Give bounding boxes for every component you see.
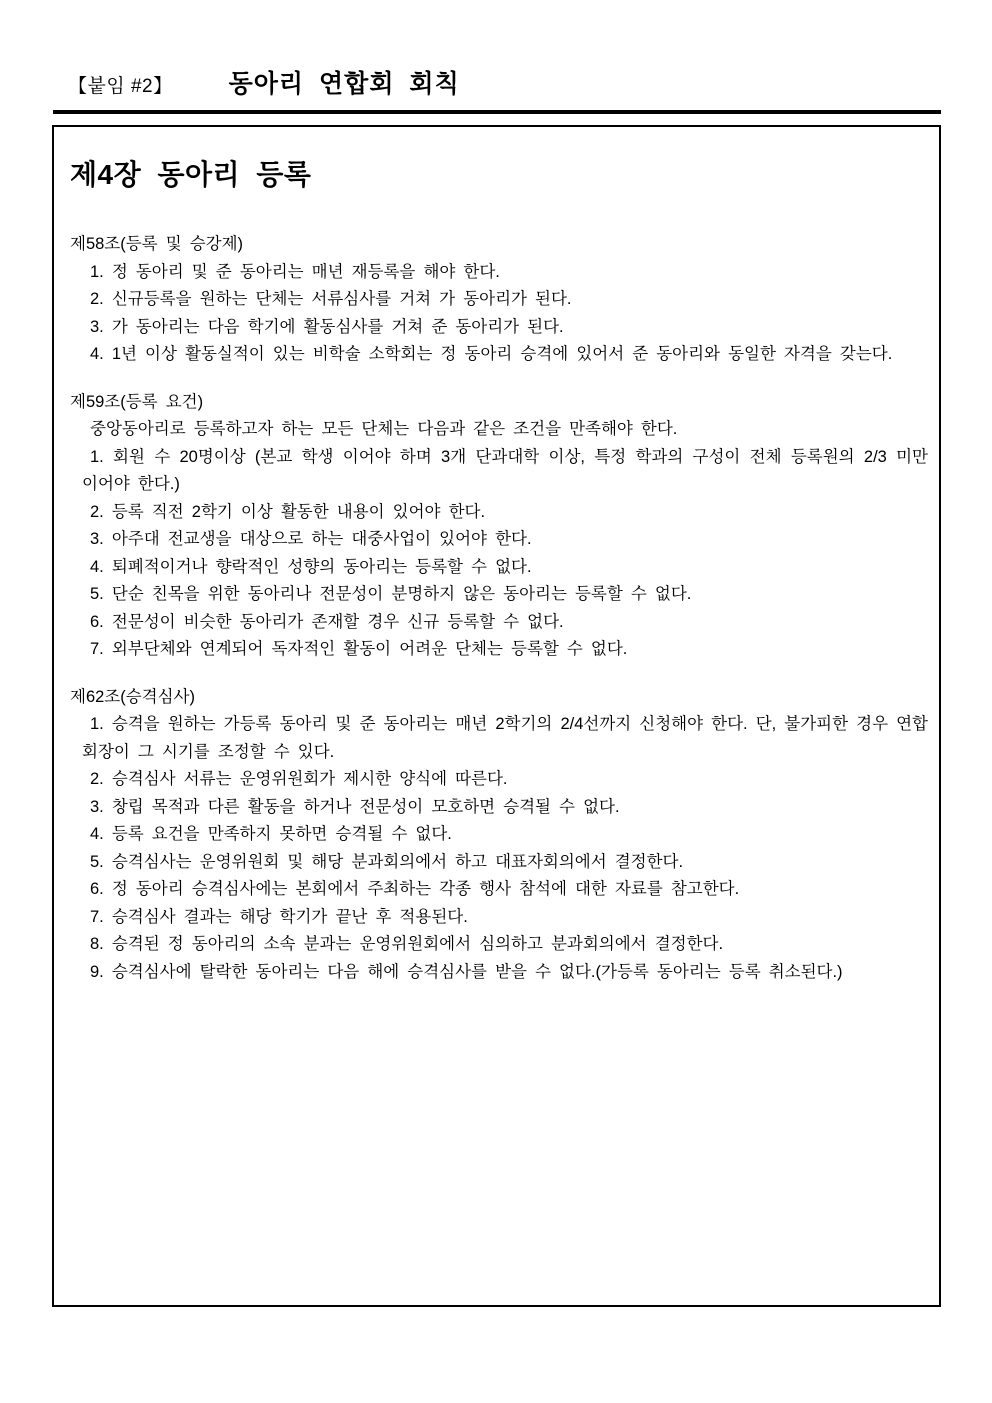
article-59-item-6: 6. 전문성이 비슷한 동아리가 존재할 경우 신규 등록할 수 없다.	[90, 612, 564, 631]
article-62-item-8: 8. 승격된 정 동아리의 소속 분과는 운영위원회에서 심의하고 분과회의에서 결정한다.	[90, 935, 724, 953]
article-58-item-2: 2. 신규등록을 원하는 단체는 서류심사를 거쳐 가 동아리가 된다.	[90, 290, 572, 308]
article-59-item-1: 1. 회원 수 20명이상 (본교 학생 이어야 하며 3개 단과대학 이상, 특정 학과의 구성이 전체 등록원의 2/3 미만 이어야 한다.)	[82, 447, 928, 493]
article-62	[70, 684, 928, 987]
attachment-label: 【붙임 #2】	[68, 76, 173, 97]
article-62-item-5: 5. 승격심사는 운영위원회 및 해당 분과회의에서 하고 대표자회의에서 결정한다.	[90, 852, 684, 871]
article-62-heading: 제62조(승격심사)	[70, 687, 195, 706]
content-box	[52, 125, 941, 1307]
article-62-item-4: 4. 등록 요건을 만족하지 못하면 승격될 수 없다.	[90, 825, 452, 843]
article-62-item-7: 7. 승격심사 결과는 해당 학기가 끝난 후 적용된다.	[90, 907, 468, 926]
article-59-item-3: 3. 아주대 전교생을 대상으로 하는 대중사업이 있어야 한다.	[90, 530, 532, 548]
article-59	[70, 389, 928, 664]
doc-header	[68, 64, 460, 100]
article-58-item-1: 1. 정 동아리 및 준 동아리는 매년 재등록을 해야 한다.	[90, 262, 500, 281]
article-62-item-9: 9. 승격심사에 탈락한 동아리는 다음 해에 승격심사를 받을 수 없다.(가등록 동아리는 등록 취소된다.)	[90, 962, 843, 981]
article-58-heading: 제58조(등록 및 승강제)	[70, 235, 244, 253]
doc-title: 동아리 연합회 회칙	[228, 70, 460, 98]
article-62-item-6: 6. 정 동아리 승격심사에는 본회에서 주최하는 각종 행사 참석에 대한 자료를 참고한다.	[90, 880, 740, 898]
article-59-item-5: 5. 단순 친목을 위한 동아리나 전문성이 분명하지 않은 동아리는 등록할 수 없다.	[90, 585, 692, 603]
article-59-intro: 중앙동아리로 등록하고자 하는 모든 단체는 다음과 같은 조건을 만족해야 한다.	[90, 420, 678, 438]
article-62-item-1: 1. 승격을 원하는 가등록 동아리 및 준 동아리는 매년 2학기의 2/4선까지 신청해야 한다. 단, 불가피한 경우 연합회장이 그 시기를 조정할 수 있다.	[82, 715, 928, 761]
chapter-title: 제4장 동아리 등록	[70, 159, 312, 190]
header-rule	[53, 110, 941, 114]
article-58	[70, 231, 928, 369]
article-59-item-2: 2. 등록 직전 2학기 이상 활동한 내용이 있어야 한다.	[90, 502, 486, 521]
article-58-item-3: 3. 가 동아리는 다음 학기에 활동심사를 거쳐 준 동아리가 된다.	[90, 317, 564, 336]
article-62-item-2: 2. 승격심사 서류는 운영위원회가 제시한 양식에 따른다.	[90, 770, 508, 788]
article-58-item-4: 4. 1년 이상 활동실적이 있는 비학술 소학회는 정 동아리 승격에 있어서 준 동아리와 동일한 자격을 갖는다.	[90, 345, 893, 363]
article-62-item-3: 3. 창립 목적과 다른 활동을 하거나 전문성이 모호하면 승격될 수 없다.	[90, 797, 620, 816]
article-59-item-7: 7. 외부단체와 연계되어 독자적인 활동이 어려운 단체는 등록할 수 없다.	[90, 640, 628, 658]
article-59-heading: 제59조(등록 요건)	[70, 392, 204, 411]
article-59-item-4: 4. 퇴폐적이거나 향락적인 성향의 동아리는 등록할 수 없다.	[90, 557, 532, 576]
